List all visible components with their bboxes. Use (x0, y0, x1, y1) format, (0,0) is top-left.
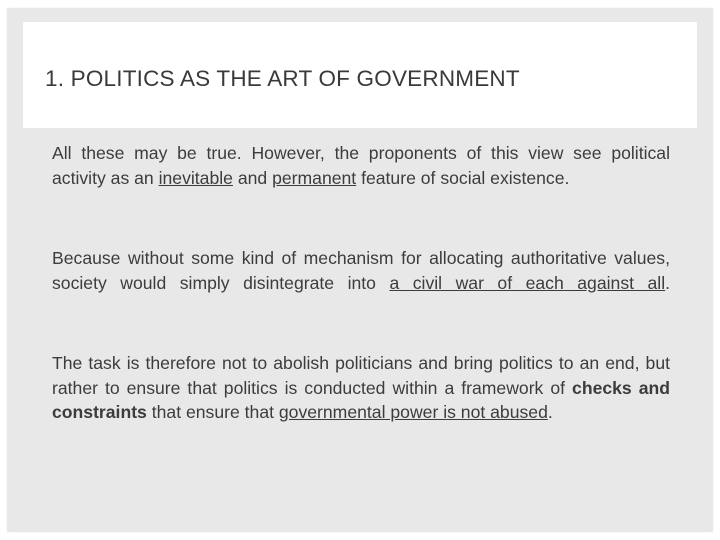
paragraph-2-text-a: Because without some kind of mechanism for allocating authoritative values, society would simply disintegrate into (52, 248, 670, 293)
slide-title: 1. POLITICS AS THE ART OF GOVERNMENT (45, 66, 520, 91)
paragraph-3 (52, 351, 670, 425)
paragraph-1-text-c: feature of social existence. (356, 167, 570, 188)
paragraph-2-underline-civil-war: a civil war of each against all (389, 272, 666, 293)
paragraph-2-text-b: . (665, 272, 671, 293)
paragraph-3-text-a: The task is therefore not to abolish politicians and bring politics to an end, but rather to ensure that politics is conducted within a framework of (52, 353, 670, 398)
paragraph-1-text-b: and (232, 167, 273, 188)
paragraph-3-bold-checks: checks and constraints (52, 377, 670, 423)
paragraph-3-text-c: . (547, 402, 553, 423)
paragraph-1-underline-inevitable: inevitable (158, 167, 233, 188)
paragraph-3-text-b: that ensure that (146, 402, 279, 423)
paragraph-3-underline-power: governmental power is not abused (278, 402, 548, 423)
paragraph-1 (52, 141, 670, 190)
paragraph-1-text-a: All these may be true. However, the proponents of this view see political activity as an (52, 143, 670, 188)
paragraph-2 (52, 246, 670, 295)
paragraph-1-underline-permanent: permanent (272, 167, 357, 188)
